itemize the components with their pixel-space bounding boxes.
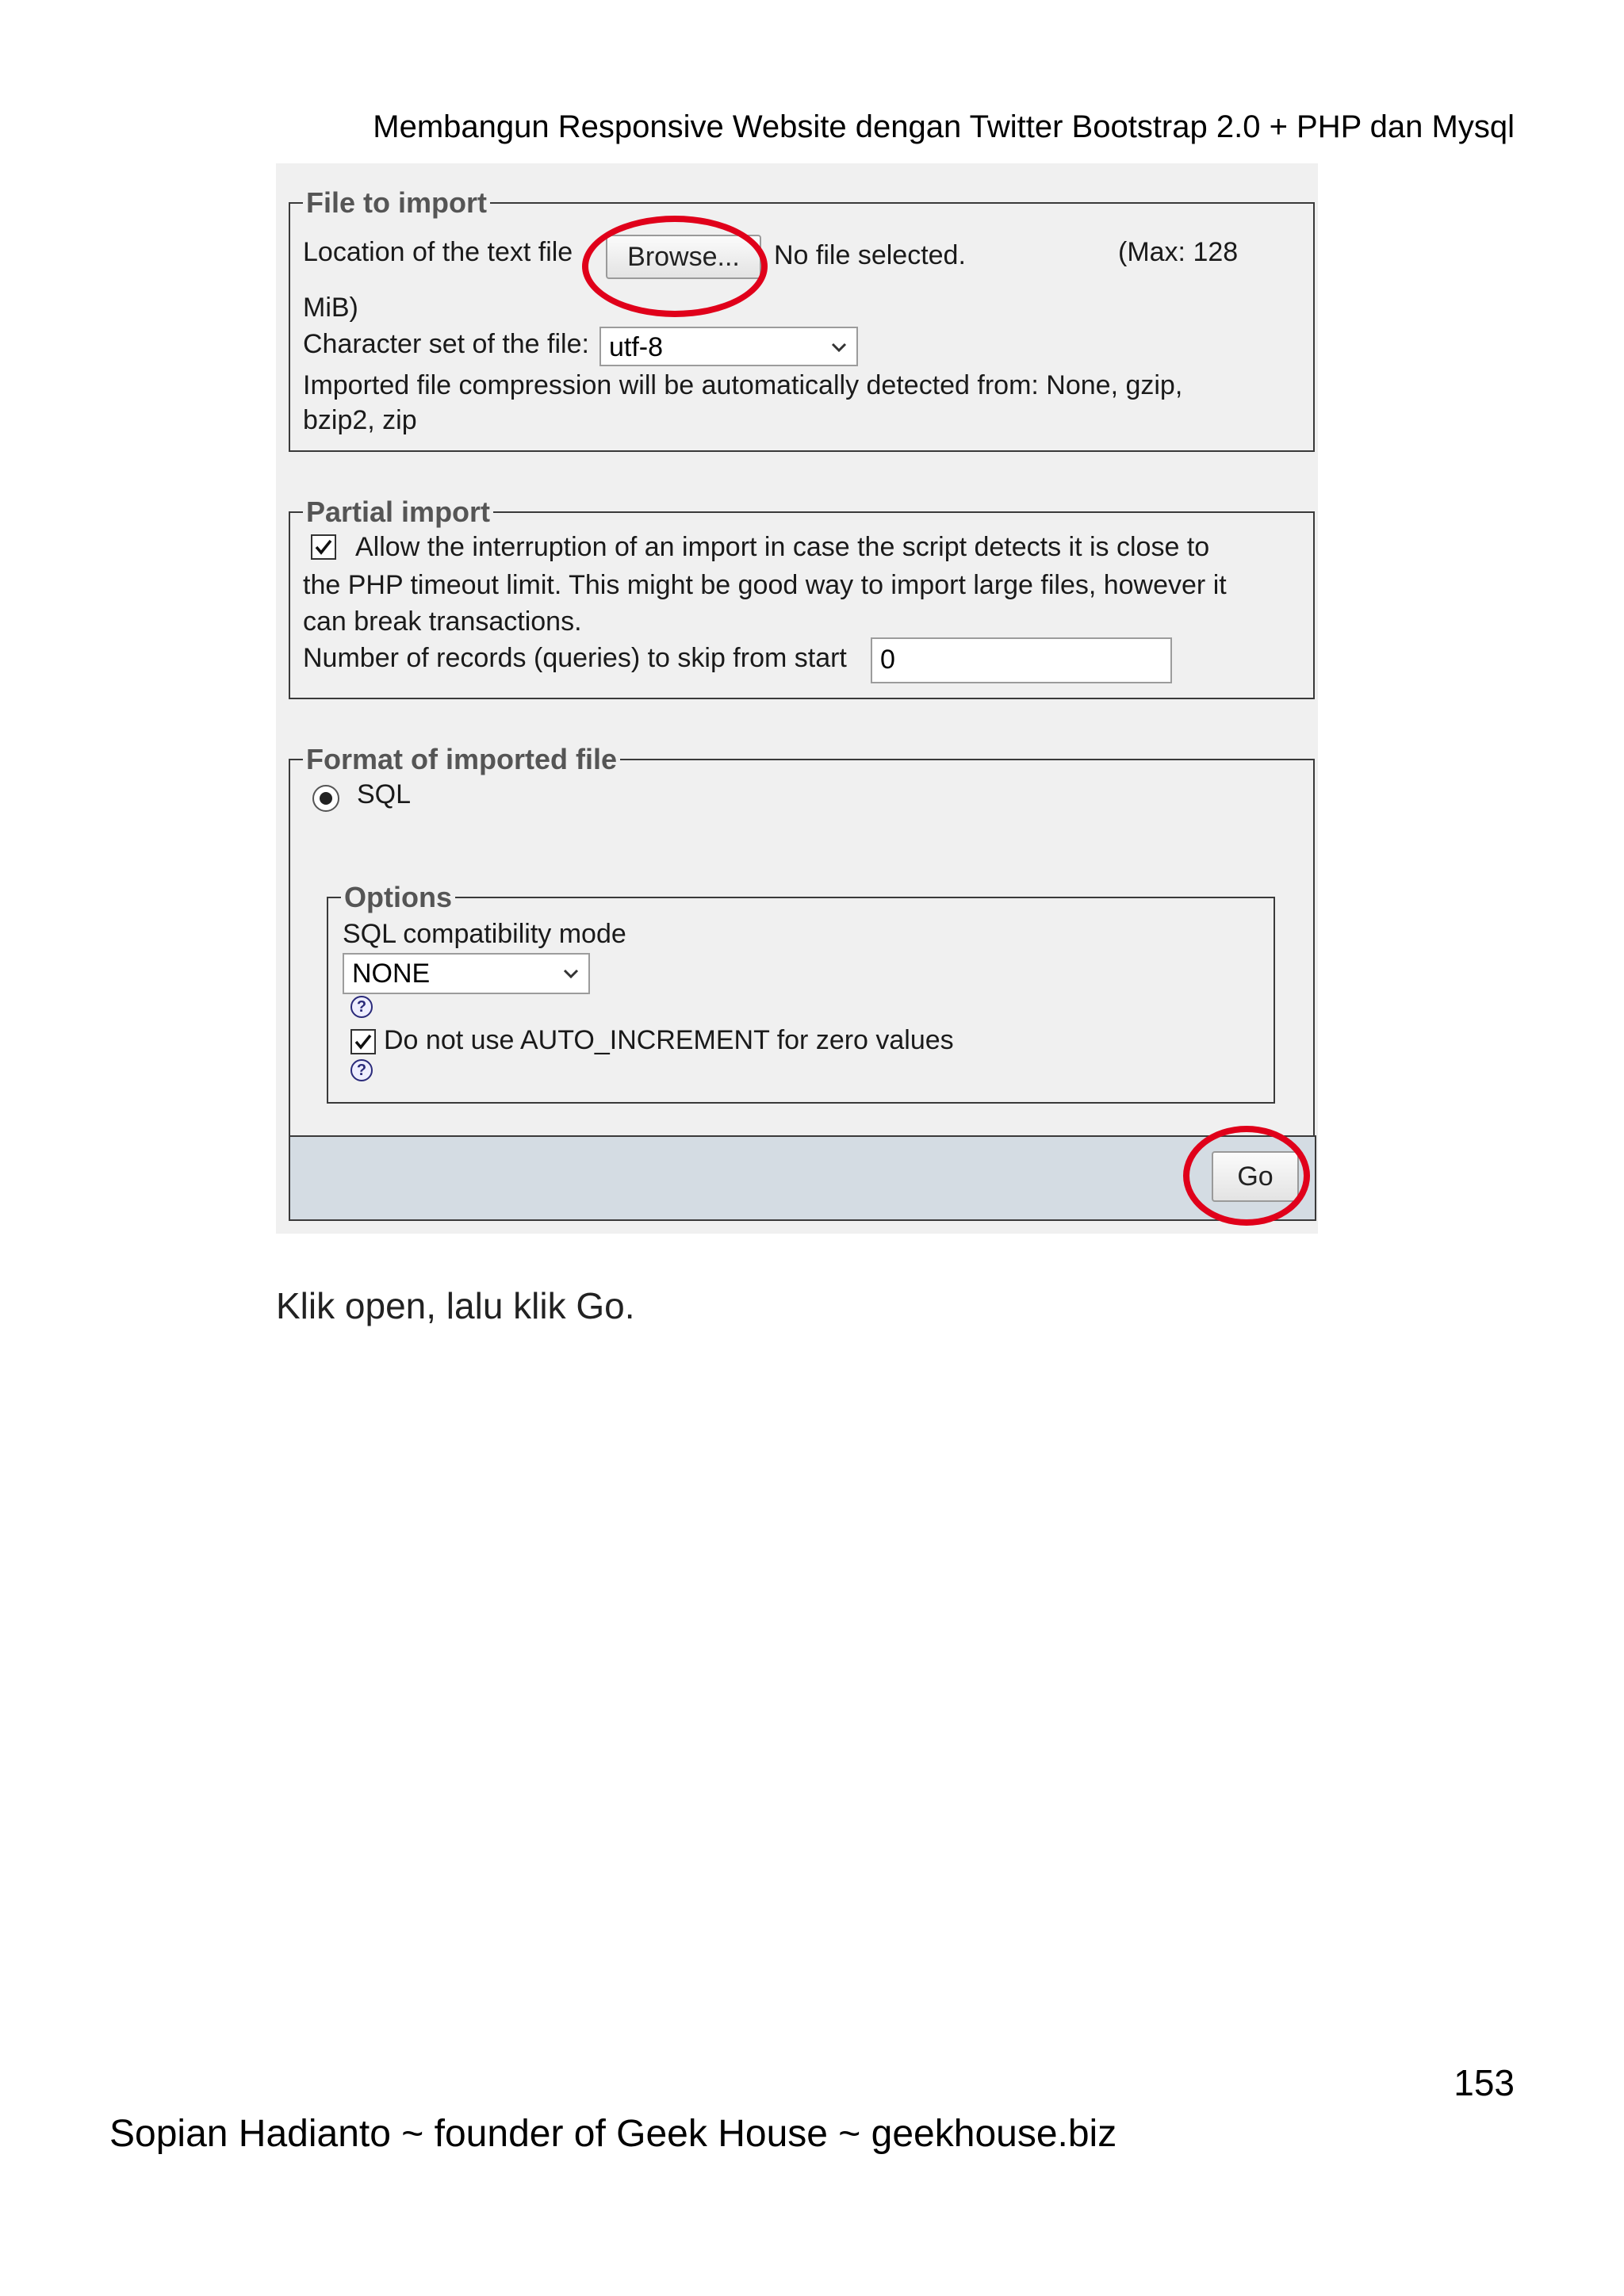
- browse-button[interactable]: [606, 235, 761, 279]
- sql-radio[interactable]: [312, 785, 339, 812]
- skip-input[interactable]: [871, 637, 1172, 683]
- chevron-down-icon: [829, 338, 848, 357]
- partial-import-legend: Partial import: [306, 496, 491, 528]
- max-size-text: (Max: 128: [1118, 237, 1239, 267]
- caption: Klik open, lalu klik Go.: [276, 1285, 635, 1326]
- max-size-unit: MiB): [303, 293, 358, 323]
- no-file-selected: No file selected.: [774, 240, 966, 270]
- auto-increment-label: Do not use AUTO_INCREMENT for zero values: [384, 1025, 954, 1055]
- phpmyadmin-import-screenshot: [276, 163, 1318, 1234]
- help-icon[interactable]: ?: [350, 1059, 373, 1081]
- browse-button-label: Browse...: [627, 242, 740, 272]
- charset-select[interactable]: [599, 327, 858, 366]
- compat-value: NONE: [352, 959, 431, 989]
- page-footer: Sopian Hadianto ~ founder of Geek House ~ geekhouse.biz: [109, 2113, 1117, 2155]
- compression-text-1: Imported file compression will be automatically detected from: None, gzip,: [303, 370, 1183, 400]
- format-legend: Format of imported file: [306, 743, 618, 775]
- check-icon: [312, 536, 335, 558]
- compat-label: SQL compatibility mode: [343, 919, 626, 949]
- options-legend: Options: [344, 881, 452, 913]
- form-footer-bar: [289, 1135, 1316, 1221]
- check-icon: [352, 1031, 374, 1053]
- auto-increment-checkbox[interactable]: [350, 1029, 376, 1054]
- file-to-import-fieldset: [289, 187, 1315, 452]
- compat-select[interactable]: [343, 953, 590, 994]
- allow-interrupt-checkbox[interactable]: [311, 534, 336, 560]
- page-number: 153: [1454, 2062, 1515, 2103]
- help-icon[interactable]: ?: [350, 996, 373, 1018]
- radio-dot: [320, 792, 332, 805]
- allow-interrupt-label-2: the PHP timeout limit. This might be good way to import large files, however it: [303, 570, 1227, 600]
- skip-label: Number of records (queries) to skip from start: [303, 643, 847, 673]
- compression-text-2: bzip2, zip: [303, 405, 417, 435]
- location-label: Location of the text file: [303, 237, 573, 267]
- skip-value: 0: [880, 645, 895, 675]
- allow-interrupt-label-1: Allow the interruption of an import in case the script detects it is close to: [355, 532, 1210, 562]
- sql-label: SQL: [357, 779, 412, 809]
- page-header: Membangun Responsive Website dengan Twitter Bootstrap 2.0 + PHP dan Mysql: [373, 109, 1515, 144]
- go-button-label: Go: [1237, 1161, 1274, 1192]
- charset-value: utf-8: [609, 332, 664, 362]
- go-button[interactable]: [1212, 1151, 1299, 1202]
- charset-label: Character set of the file:: [303, 329, 589, 359]
- chevron-down-icon: [561, 964, 580, 983]
- allow-interrupt-label-3: can break transactions.: [303, 607, 582, 637]
- file-to-import-legend: File to import: [306, 186, 487, 219]
